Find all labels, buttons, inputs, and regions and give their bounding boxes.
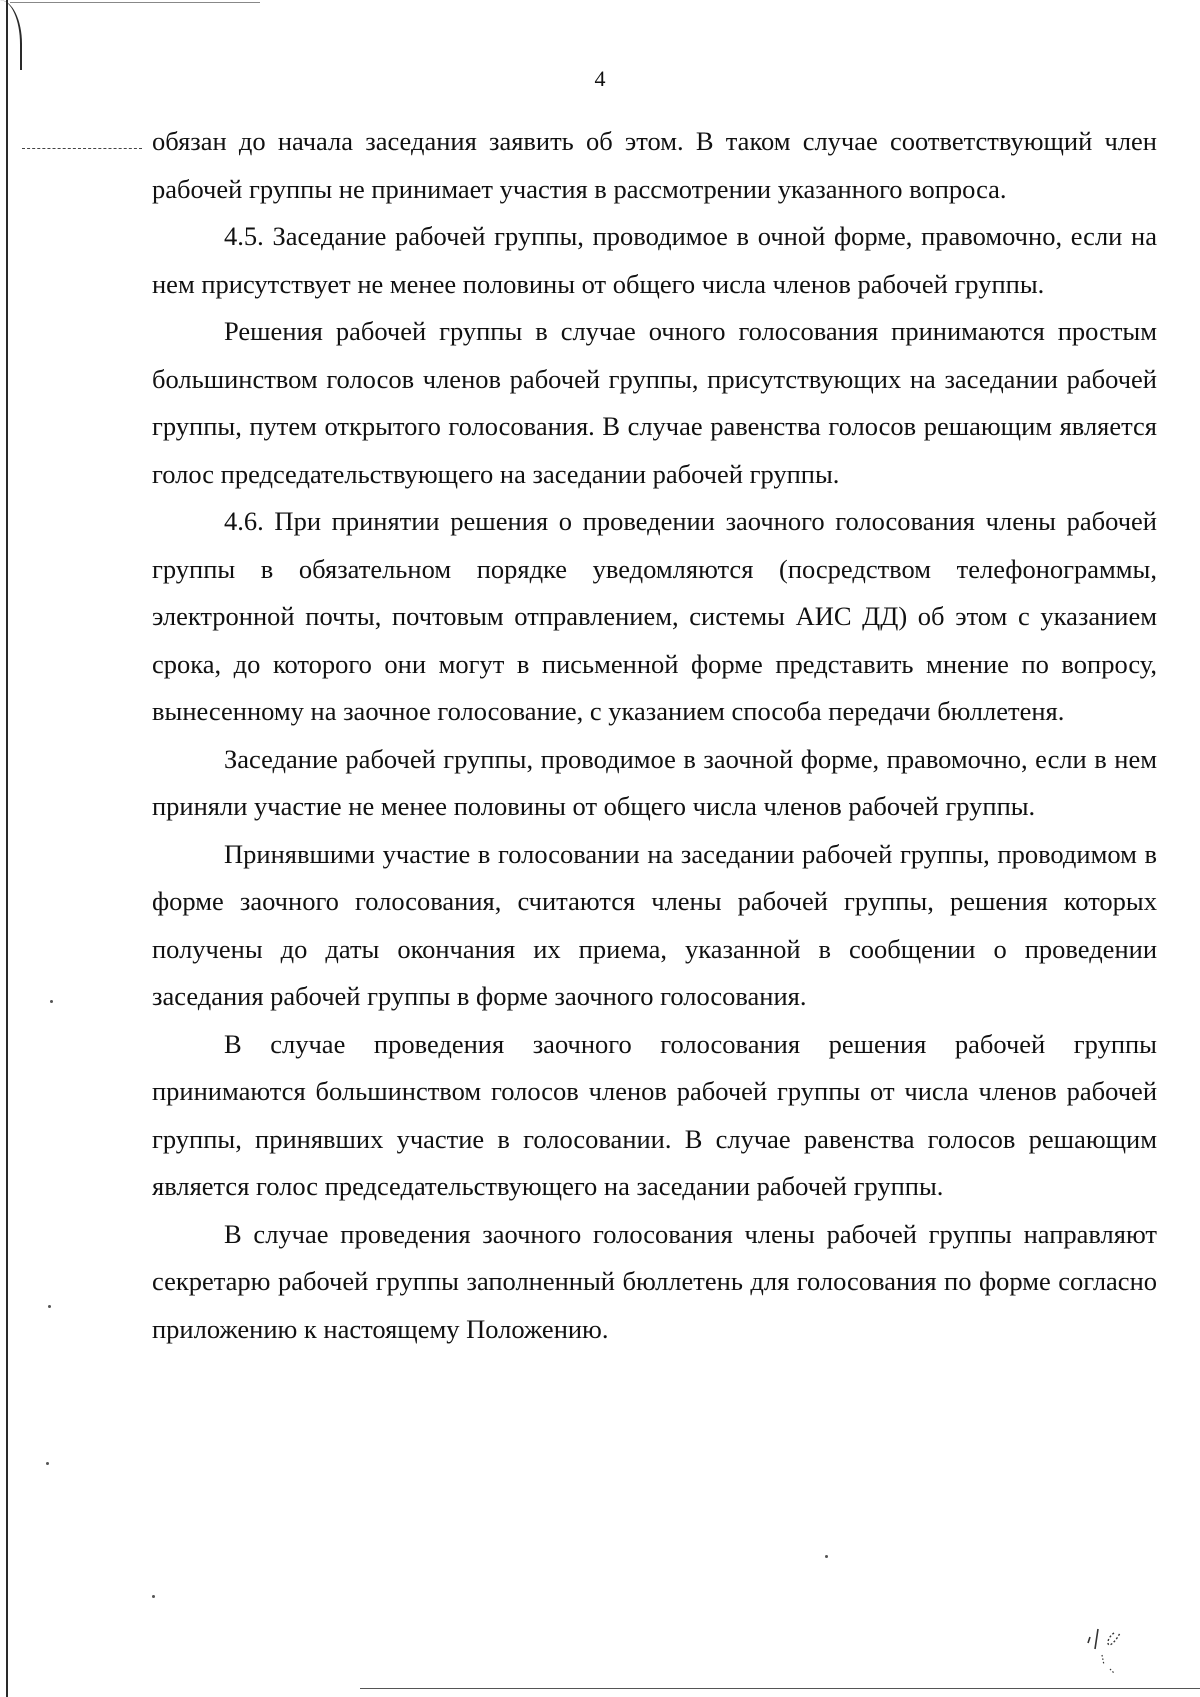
scan-left-edge-curve bbox=[0, 0, 22, 70]
paragraph-quorum-absentee: Заседание рабочей группы, проводимое в заочной форме, правомочно, если в нем приняли участие не менее половины от общего числа членов рабочей группы. bbox=[152, 743, 1157, 821]
scan-top-rule bbox=[10, 2, 260, 3]
scan-speck bbox=[50, 1000, 53, 1003]
document-body bbox=[152, 118, 1157, 1353]
paragraph-4-5: 4.5. Заседание рабочей группы, проводимое в очной форме, правомочно, если на нем присутствует не менее половины от общего числа членов рабочей группы. bbox=[152, 221, 1157, 299]
scan-speck bbox=[46, 1462, 49, 1465]
paragraph-continuation-text: обязан до начала заседания заявить об этом. В таком случае соответствующий член рабочей группы не принимает участия в рассмотрении указанного вопроса. bbox=[152, 126, 1157, 204]
paragraph-participants-absentee: Принявшими участие в голосовании на заседании рабочей группы, проводимом в форме заочного голосования, считаются члены рабочей группы, решения которых получены до даты окончания их приема, указанной в сообщении о проведении заседания рабочей группы в форме заочного голосования. bbox=[152, 838, 1157, 1011]
scan-bottom-rule bbox=[360, 1688, 1200, 1689]
scan-speck bbox=[152, 1595, 155, 1598]
scan-speck bbox=[48, 1305, 51, 1308]
leader-dashes bbox=[22, 148, 142, 149]
paragraph-continuation bbox=[152, 118, 1157, 213]
paragraph-decisions-absentee: В случае проведения заочного голосования решения рабочей группы принимаются большинством голосов членов рабочей группы от числа членов рабочей группы, принявших участие в голосовании. В случае равенства голосов решающим является голос председательствующего на заседании рабочей группы. bbox=[152, 1028, 1157, 1201]
initials-mark-icon bbox=[1080, 1615, 1130, 1675]
paragraph-decisions-in-person: Решения рабочей группы в случае очного голосования принимаются простым большинством голосов членов рабочей группы, присутствующих на заседании рабочей группы, путем открытого голосования. В случае равенства голосов решающим является голос председательствующего на заседании рабочей группы. bbox=[152, 316, 1157, 489]
paragraph-ballot: В случае проведения заочного голосования члены рабочей группы направляют секретарю рабочей группы заполненный бюллетень для голосования по форме согласно приложению к настоящему Положению. bbox=[152, 1218, 1157, 1344]
scan-speck bbox=[825, 1555, 828, 1558]
scan-left-edge bbox=[6, 0, 8, 1697]
paragraph-4-6: 4.6. При принятии решения о проведении заочного голосования члены рабочей группы в обязательном порядке уведомляются (посредством телефонограммы, электронной почты, почтовым отправлением, системы АИС ДД) об этом с указанием срока, до которого они могут в письменной форме представить мнение по вопросу, вынесенному на заочное голосование, с указанием способа передачи бюллетеня. bbox=[152, 506, 1157, 726]
page-number: 4 bbox=[594, 66, 606, 91]
